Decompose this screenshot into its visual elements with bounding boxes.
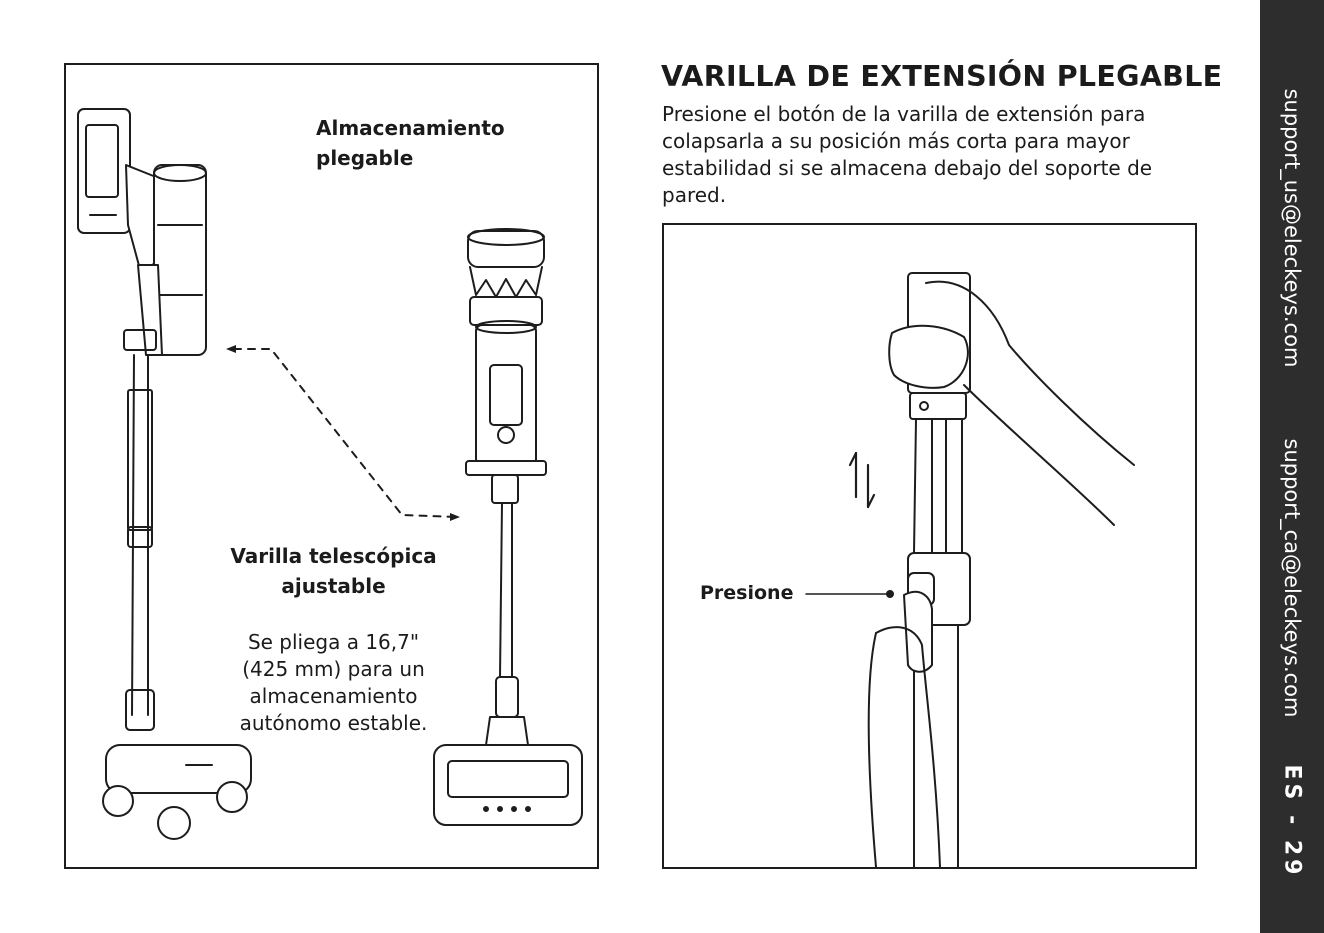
wand-press-illustration (664, 225, 1195, 867)
support-email-us: support_us@eleckeys.com (1280, 88, 1304, 368)
upright-vacuum-drawing (434, 229, 582, 825)
wand-label: Varilla telescópica ajustable (230, 544, 437, 598)
support-email-ca: support_ca@eleckeys.com (1280, 438, 1304, 718)
storage-label: Almacenamiento plegable (316, 116, 505, 170)
storage-illustration-panel (64, 63, 599, 869)
vacuum-storage-illustration (66, 65, 597, 867)
fold-description: Se pliega a 16,7" (425 mm) para un almacenamiento autónomo estable. (239, 630, 428, 735)
page-title: VARILLA DE EXTENSIÓN PLEGABLE (661, 60, 1223, 93)
press-button-illustration-panel (662, 223, 1197, 869)
page-number: ES - 29 (1279, 764, 1305, 879)
up-down-arrow-icon (850, 453, 874, 507)
intro-paragraph: Presione el botón de la varilla de extensión para colapsarla a su posición más corta para mayor estabilidad si se almacena debajo del soporte de pared. (662, 102, 1153, 207)
contact-sidebar (1260, 0, 1324, 933)
press-label: Presione (700, 582, 794, 604)
lower-hand-drawing (869, 592, 940, 867)
transition-arrow (234, 349, 456, 517)
